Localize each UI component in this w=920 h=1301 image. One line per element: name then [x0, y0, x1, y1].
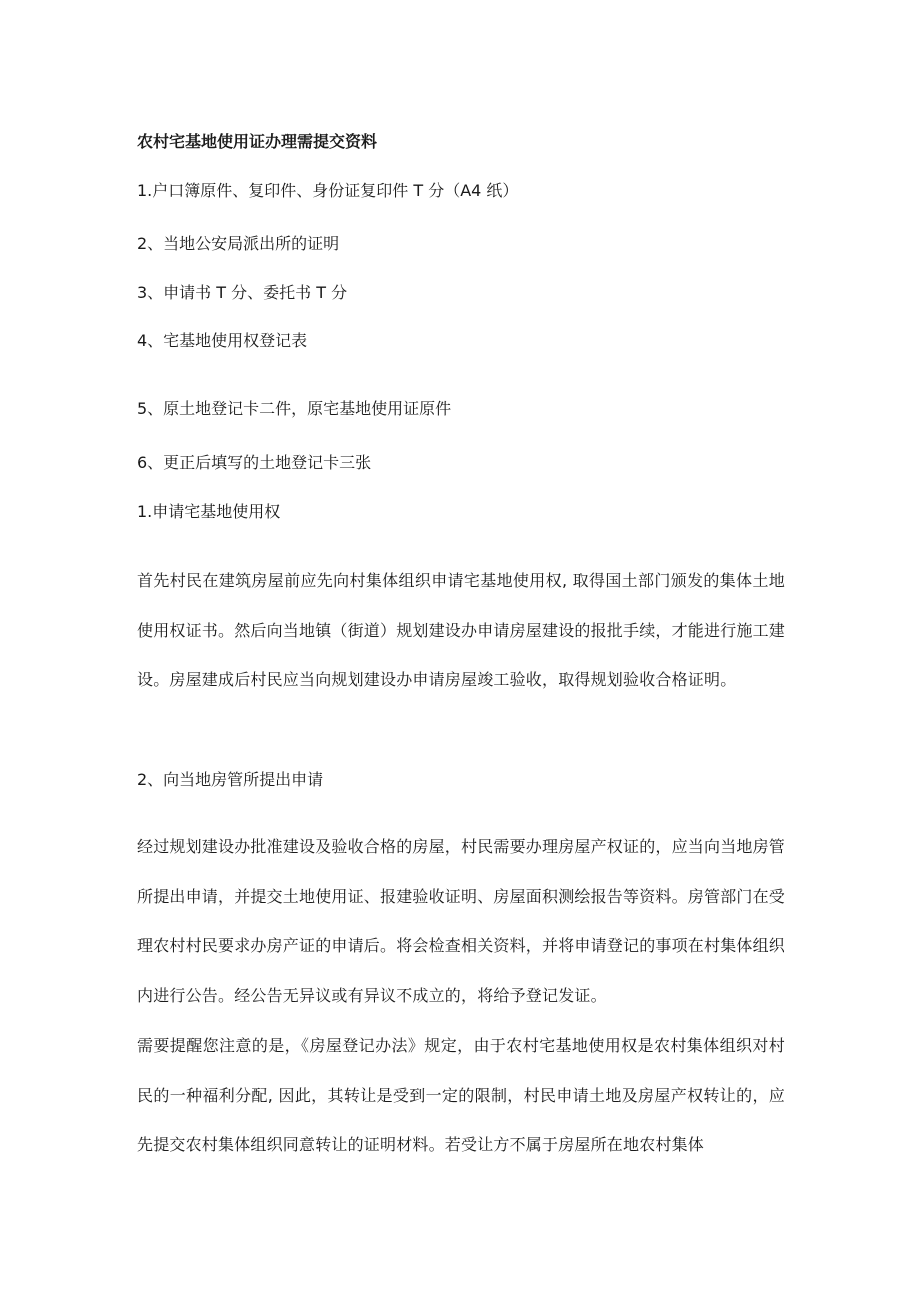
- list-item: 4、宅基地使用权登记表: [137, 331, 308, 350]
- section-paragraph: 经过规划建设办批准建设及验收合格的房屋，村民需要办理房屋产权证的，应当向当地房管所提出申请，并提交土地使用证、报建验收证明、房屋面积测绘报告等资料。房管部门在受理农村村民要求办房产证的申请后。将会检查相关资料，并将申请登记的事项在村集体组织内进行公告。经公告无异议或有异议不成立的，将给予登记发证。: [137, 837, 786, 1005]
- list-item: 5、原土地登记卡二件，原宅基地使用证原件: [137, 399, 452, 418]
- section-paragraph: 需要提醒您注意的是，《房屋登记办法》规定，由于农村宅基地使用权是农村集体组织对村民的一种福利分配, 因此，其转让是受到一定的限制，村民申请土地及房屋产权转让的，应先提交农村集体组织同意转让的证明材料。若受让方不属于房屋所在地农村集体: [137, 1036, 785, 1154]
- document-title: 农村宅基地使用证办理需提交资料: [137, 132, 378, 151]
- section-heading: 2、向当地房管所提出申请: [137, 770, 324, 789]
- list-item: 2、当地公安局派出所的证明: [137, 234, 340, 253]
- list-item: 6、更正后填写的土地登记卡三张: [137, 453, 372, 472]
- list-item: 1.户口簿原件、复印件、身份证复印件 T 分（A4 纸）: [137, 181, 519, 200]
- list-item: 3、申请书 T 分、委托书 T 分: [137, 283, 348, 302]
- section-heading: 1.申请宅基地使用权: [137, 502, 281, 521]
- section-paragraph: 首先村民在建筑房屋前应先向村集体组织申请宅基地使用权, 取得国土部门颁发的集体土地使用权证书。然后向当地镇（街道）规划建设办申请房屋建设的报批手续，才能进行施工建设。房屋建成后村民应当向规划建设办申请房屋竣工验收，取得规划验收合格证明。: [137, 571, 786, 689]
